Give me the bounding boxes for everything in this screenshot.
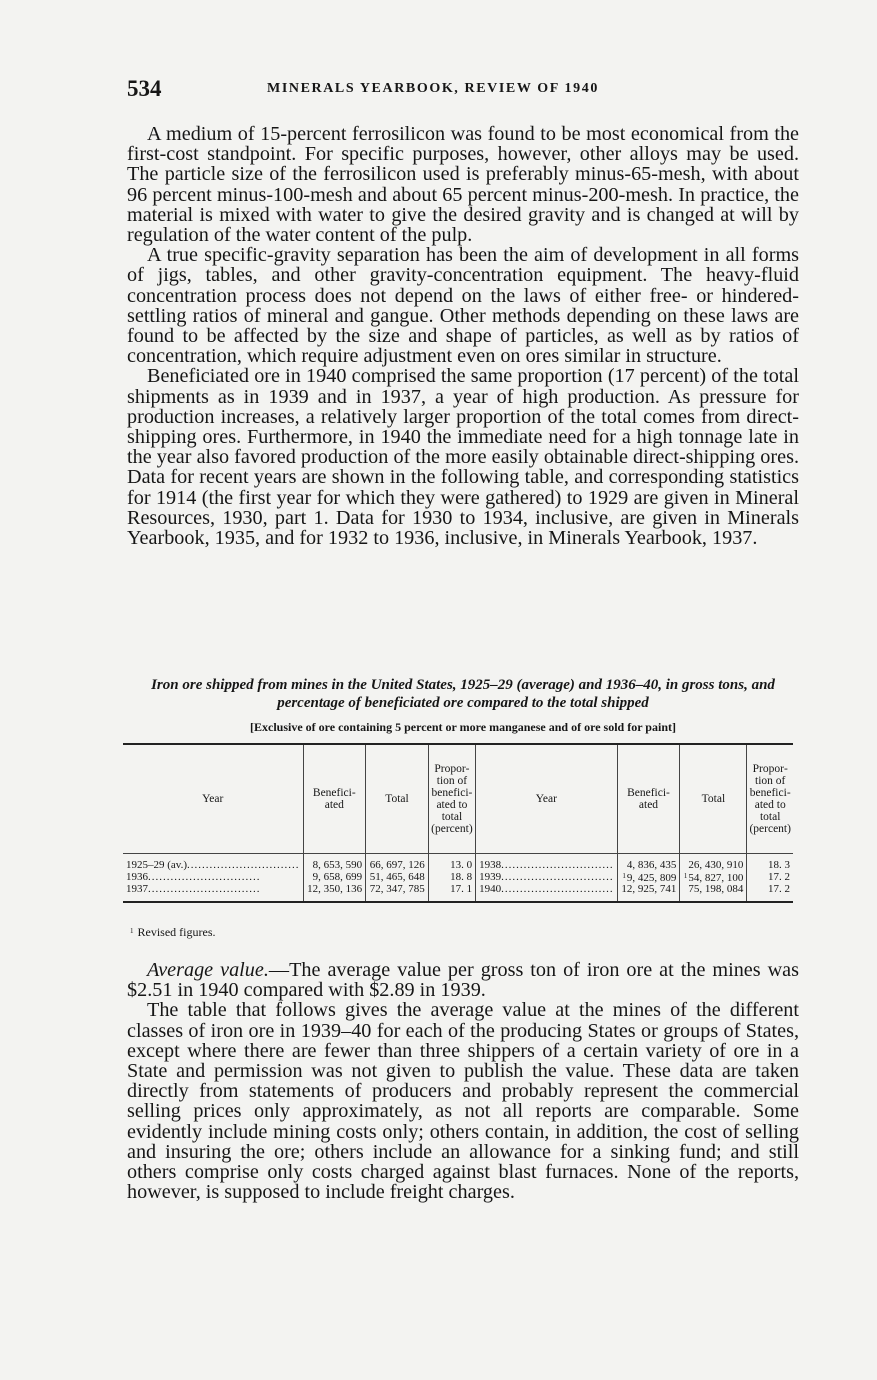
- col-header-year-left: Year: [123, 744, 303, 854]
- cell-proportion-right: 18. 3: [747, 854, 793, 872]
- col-header-proportion-left: Proportion of beneficiated to total (percent): [428, 744, 475, 854]
- paragraph-specific-gravity: A true specific-gravity separation has been the aim of development in all forms of jigs, tables, and other gravity-concentration equipment. The heavy-fluid concentration process does not depend on the laws of either free- or hindered-settling ratios of mineral and gangue. Other methods depending on these laws are found to be affected by the size and shape of particles, as well as by ratios of concentration, which require adjustment even on ores similar in structure.: [127, 244, 799, 368]
- table-subcaption: [Exclusive of ore containing 5 percent or more manganese and of ore sold for paint]: [250, 720, 676, 734]
- leader-dots: ..............................: [501, 884, 614, 895]
- cell-proportion-left: 17. 1: [428, 884, 475, 902]
- table-footnote: [130, 925, 215, 940]
- cell-beneficiated-left: 12, 350, 136: [303, 884, 366, 902]
- footnote-text: Revised figures.: [137, 925, 216, 939]
- cell-year-right: 1939..............................: [476, 871, 618, 884]
- cell-year-left: 1936..............................: [126, 871, 261, 883]
- table-header-row: [123, 744, 793, 854]
- col-header-total-left: Total: [366, 744, 429, 854]
- cell-value: 54, 827, 100: [688, 872, 744, 884]
- cell-year-right: 1940..............................: [476, 884, 618, 902]
- cell-proportion-right: 17. 2: [747, 884, 793, 902]
- cell-total-left: 51, 465, 648: [366, 871, 429, 884]
- average-value-text: —The average value per gross ton of iron ore at the mines was $2.51 in 1940 compared with $2.89 in 1939.: [127, 959, 800, 1002]
- cell-total-right: 26, 430, 910: [680, 854, 747, 872]
- cell-beneficiated-right: 4, 836, 435: [617, 854, 680, 872]
- leader-dots: ..............................: [187, 859, 300, 871]
- footnote-marker: 1: [130, 927, 134, 935]
- cell-beneficiated-left: 8, 653, 590: [303, 854, 366, 872]
- shipments-table: [123, 743, 793, 903]
- body-text-top: [127, 124, 799, 548]
- cell-year-left: 1937..............................: [126, 884, 261, 895]
- footnote-marker: 1: [683, 872, 688, 880]
- col-header-year-right: Year: [476, 744, 618, 854]
- cell-total-left: 66, 697, 126: [366, 854, 429, 872]
- col-header-beneficiated-right: Beneficiated: [617, 744, 680, 854]
- body-text-bottom: [127, 960, 799, 1202]
- page-number: 534: [127, 76, 162, 101]
- paragraph-value-table-intro: The table that follows gives the average value at the mines of the different classes of iron ore in 1939–40 for each of the producing States or groups of States, except where there are fewer than three shippers of a certain variety of ore in a State and permission was not given to publish the value. These data are taken directly from statements of producers and probably represent the commercial selling prices only approximately, as not all reports are comparable. Some evidently include mining costs only; others contain, in addition, the cost of selling and insuring the ore; others include an allowance for a sinking fund; and still others comprise only costs charged against blast furnaces. None of the reports, however, is supposed to include freight charges.: [127, 999, 799, 1204]
- col-header-beneficiated-left: Beneficiated: [303, 744, 366, 854]
- table-row: [123, 854, 793, 872]
- cell-total-left: 72, 347, 785: [366, 884, 429, 902]
- col-header-total-right: Total: [680, 744, 747, 854]
- cell-proportion-left: 13. 0: [428, 854, 475, 872]
- leader-dots: ..............................: [501, 859, 614, 871]
- cell-total-right: 75, 198, 084: [680, 884, 747, 902]
- page-header: [127, 76, 799, 106]
- cell-proportion-right: 17. 2: [747, 871, 793, 884]
- running-title: MINERALS YEARBOOK, REVIEW OF 1940: [267, 81, 599, 96]
- footnote-marker: 1: [622, 872, 626, 880]
- cell-beneficiated-right: 12, 925, 741: [617, 884, 680, 902]
- cell-proportion-left: 18. 8: [428, 871, 475, 884]
- cell-year-right: 1938..............................: [476, 854, 618, 872]
- table-row: [123, 884, 793, 902]
- paragraph-ferrosilicon: A medium of 15-percent ferrosilicon was found to be most economical from the first-cost standpoint. For specific purposes, however, other alloys may be used. The particle size of the ferrosilicon used is preferably minus-65-mesh, with about 96 percent minus-100-mesh and about 65 percent minus-200-mesh. In practice, the material is mixed with water to give the desired gravity and is changed at will by regulation of the water content of the pulp.: [127, 123, 799, 247]
- cell-year-left: 1925–29 (av.)..............................: [126, 859, 300, 871]
- cell-beneficiated-left: 9, 658, 699: [303, 871, 366, 884]
- shipments-table-wrapper: [123, 743, 793, 903]
- table-caption: Iron ore shipped from mines in the United States, 1925–29 (average) and 1936–40, in gross tons, and percentage of beneficiated ore compared to the total shipped: [151, 677, 775, 711]
- paragraph-beneficiated-ore: Beneficiated ore in 1940 comprised the same proportion (17 percent) of the total shipments as in 1939 and in 1937, a year of high production. As pressure for production increases, a relatively larger proportion of the total comes from direct-shipping ores. Furthermore, in 1940 the immediate need for a high tonnage late in the year also favored production of the more easily obtainable direct-shipping ores. Data for recent years are shown in the following table, and corresponding statistics for 1914 (the first year for which they were gathered) to 1929 are given in Mineral Resources, 1930, part 1. Data for 1930 to 1934, inclusive, are given in Minerals Yearbook, 1935, and for 1932 to 1936, inclusive, in Minerals Yearbook, 1937.: [127, 365, 799, 550]
- col-header-proportion-right: Proportion of beneficiated to total (percent): [747, 744, 793, 854]
- leader-dots: ..............................: [148, 871, 261, 883]
- cell-value: 9, 425, 809: [626, 872, 677, 884]
- leader-dots: ..............................: [148, 884, 261, 895]
- paragraph-average-value: [127, 960, 799, 1000]
- leader-dots: ..............................: [501, 871, 614, 883]
- average-value-heading: Average value.: [147, 959, 269, 981]
